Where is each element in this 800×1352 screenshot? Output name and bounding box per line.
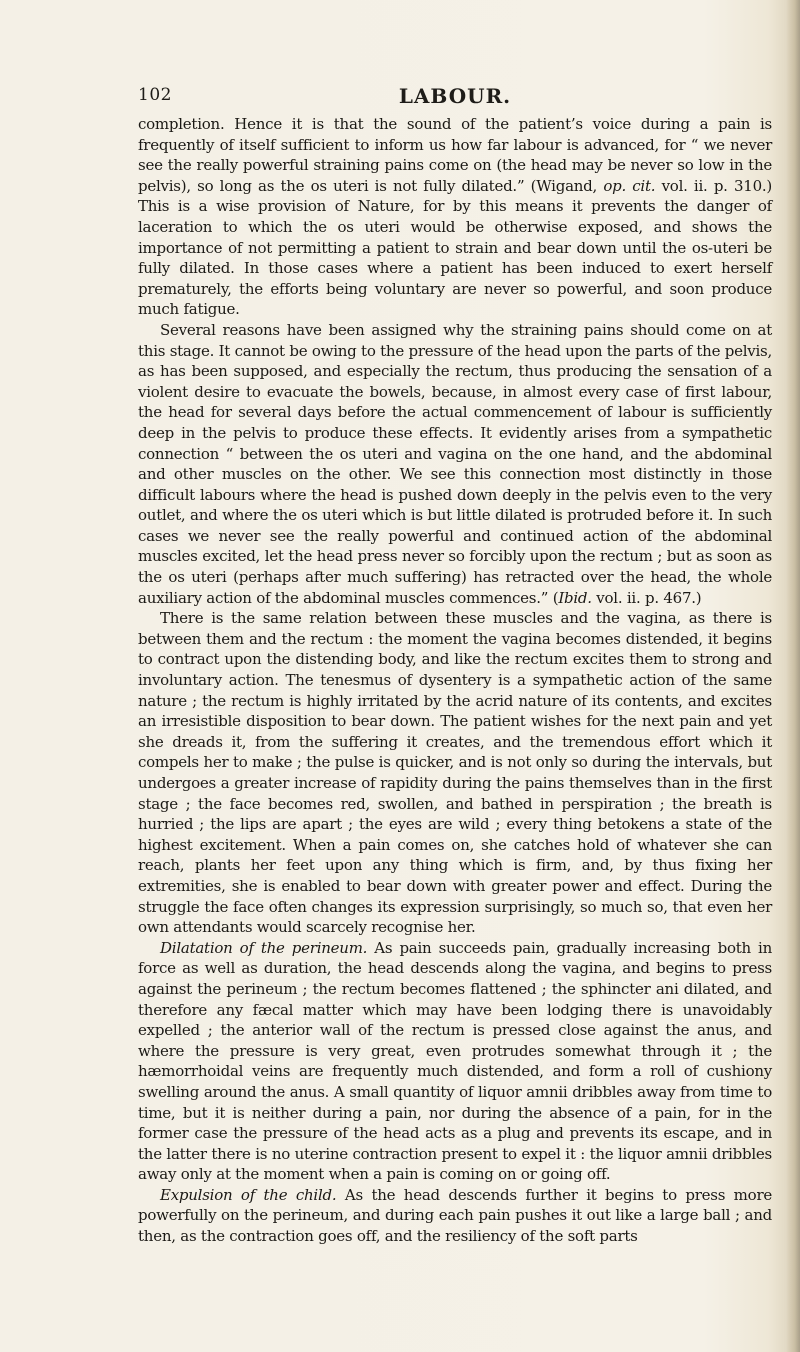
- section-heading-italic: Expulsion of the child.: [160, 1185, 337, 1204]
- text-run: vol. ii. p. 310.) This is a wise provision of Nature, for by this means it prevents the danger of laceration to which the os uteri would be otherwise exposed, and shows the importance of not permitting a patient to strain and bear down until the os-uteri be fully dilated. In those cases where a patient has been induced to exert herself prematurely, the efforts being voluntary are never so powerful, and soon produce much fatigue.: [138, 176, 772, 319]
- paragraph: [138, 608, 772, 938]
- section-heading-italic: Dilatation of the perineum.: [160, 938, 368, 957]
- paragraph: [138, 938, 772, 1185]
- body-text: [138, 114, 772, 1247]
- text-run: vol. ii. p. 467.): [591, 588, 702, 607]
- text-run: Several reasons have been assigned why the straining pains should come on at this stage. It cannot be owing to the pressure of the head upon the parts of the pelvis, as has been supposed, and especially the rectum, thus producing the sensation of a violent desire to evacuate the bowels, because, in almost every case of first labour, the head for several days before the actual commencement of labour is sufficiently deep in the pelvis to produce these effects. It evidently arises from a sympathetic connection “ between the os uteri and vagina on the one hand, and the abdominal and other muscles on the other. We see this connection most distinctly in those difficult labours where the head is pushed down deeply in the pelvis even to the very outlet, and where the os uteri which is but little dilated is protruded before it. In such cases we never see the really powerful and continued action of the abdominal muscles excited, let the head press never so forcibly upon the rectum ; but as soon as the os uteri (perhaps after much suffering) has retracted over the head, the whole auxiliary action of the abdominal muscles commences.” (: [138, 320, 772, 607]
- text-run: As pain succeeds pain, gradually increasing both in force as well as duration, the head descends along the vagina, and begins to press against the perineum ; the rectum becomes flattened ; the sphincter ani dilated, and therefore any fæcal matter which may have been lodging there is unavoidably expelled ; the anterior wall of the rectum is pressed close against the anus, and where the pressure is very great, even protrudes somewhat through it ; the hæmorrhoidal veins are frequently much distended, and form a roll of cushiony swelling around the anus. A small quantity of liquor amnii dribbles away from time to time, but it is neither during a pain, nor during the absence of a pain, for in the former case the pressure of the head acts as a plug and prevents its escape, and in the latter there is no uterine contraction present to expel it : the liquor amnii dribbles away only at the moment when a pain is coming on or going off.: [138, 938, 772, 1184]
- paragraph: [138, 114, 772, 320]
- page-edge-shadow: [786, 0, 800, 1352]
- paragraph: [138, 320, 772, 608]
- text-run: As the head descends further it begins to press more powerfully on the perineum, and during each pain pushes it out like a large ball ; and then, as the contraction goes off, and the resiliency of the soft parts: [138, 1185, 772, 1246]
- citation-italic: Ibid.: [558, 588, 592, 607]
- citation-italic: op. cit.: [603, 176, 656, 195]
- text-run: There is the same relation between these muscles and the vagina, as there is between them and the rectum : the moment the vagina becomes distended, it begins to contract upon the distending body, and like the rectum excites them to strong and involuntary action. The tenesmus of dysentery is a sympathetic action of the same nature ; the rectum is highly irritated by the acrid nature of its contents, and excites an irresistible disposition to bear down. The patient wishes for the next pain and yet she dreads it, from the suffering it creates, and the tremendous effort which it compels her to make ; the pulse is quicker, and is not only so during the intervals, but undergoes a greater increase of rapidity during the pains themselves than in the first stage ; the face becomes red, swollen, and bathed in perspiration ; the breath is hurried ; the lips are apart ; the eyes are wild ; every thing betokens a state of the highest excitement. When a pain comes on, she catches hold of whatever she can reach, plants her feet upon any thing which is firm, and, by thus fixing her extremities, she is enabled to bear down with greater power and effect. During the struggle the face often changes its expression surprisingly, so much so, that even her own attendants would scarcely recognise her.: [138, 609, 772, 937]
- paragraph: [138, 1185, 772, 1247]
- page-header: [138, 85, 772, 111]
- page-number: 102: [138, 85, 172, 105]
- running-head: LABOUR.: [398, 84, 512, 108]
- text-run: completion. Hence it is that the sound of the patient’s voice during a pain is frequently of itself sufficient to inform us how far labour is advanced, for “ we never see the really powerful straining pains come on (the head may be never so low in the pelvis), so long as the os uteri is not fully dilated.” (Wigand,: [138, 115, 772, 195]
